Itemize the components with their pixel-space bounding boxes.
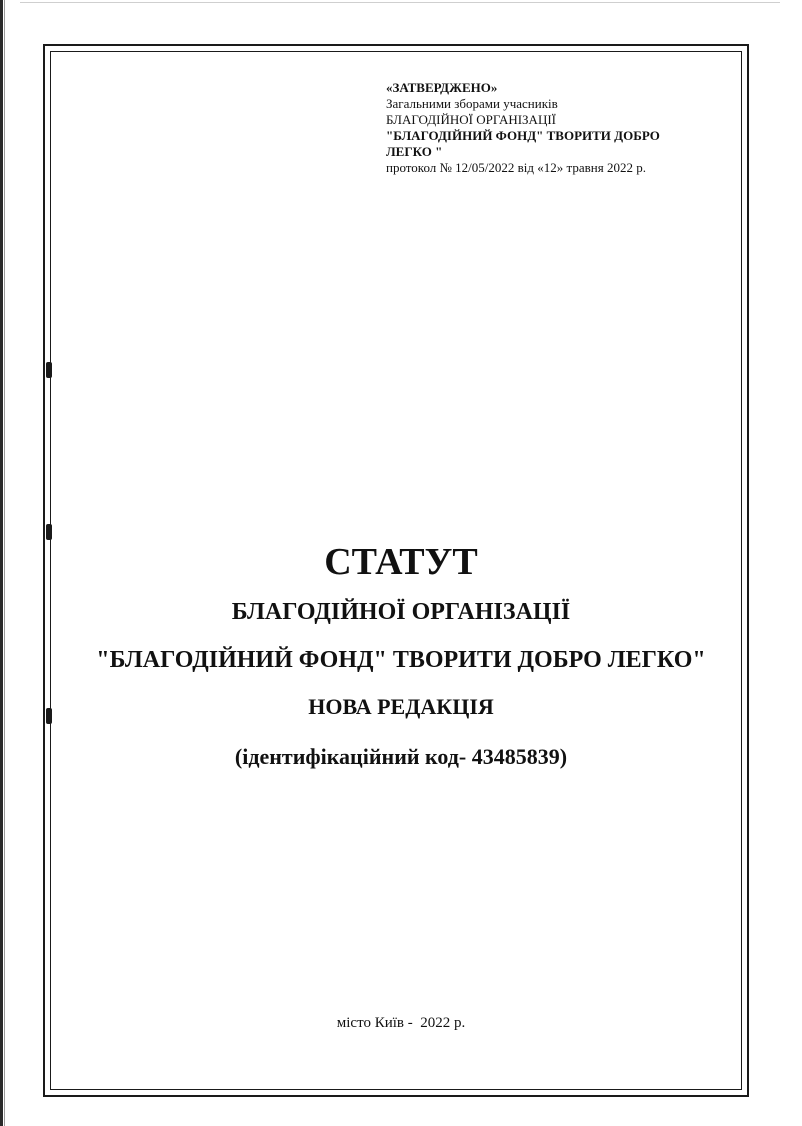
binding-edge — [0, 0, 3, 1126]
organization-type: БЛАГОДІЙНОЇ ОРГАНІЗАЦІЇ — [231, 599, 571, 625]
binding-stitch-mark — [46, 362, 52, 378]
approval-stamp-block — [386, 80, 706, 176]
approval-line: БЛАГОДІЙНОЇ ОРГАНІЗАЦІЇ — [386, 112, 556, 127]
document-title: СТАТУТ — [324, 541, 478, 583]
binding-stitch-mark — [46, 524, 52, 540]
city-year: місто Київ - 2022 р. — [336, 1015, 466, 1031]
binding-stitch-mark — [46, 708, 52, 724]
approval-line: "БЛАГОДІЙНИЙ ФОНД" ТВОРИТИ ДОБРО — [386, 128, 660, 143]
approval-heading: «ЗАТВЕРДЖЕНО» — [386, 80, 498, 95]
identification-code: (ідентифікаційний код- 43485839) — [234, 744, 568, 769]
binding-edge-shadow — [4, 0, 5, 1126]
scan-top-line — [20, 2, 780, 3]
approval-protocol: протокол № 12/05/2022 від «12» травня 2022 р. — [386, 160, 646, 175]
approval-line: ЛЕГКО " — [386, 144, 443, 159]
approval-line: Загальними зборами учасників — [386, 96, 558, 111]
organization-name: "БЛАГОДІЙНИЙ ФОНД" ТВОРИТИ ДОБРО ЛЕГКО" — [96, 647, 706, 673]
edition-label: НОВА РЕДАКЦІЯ — [308, 694, 494, 719]
